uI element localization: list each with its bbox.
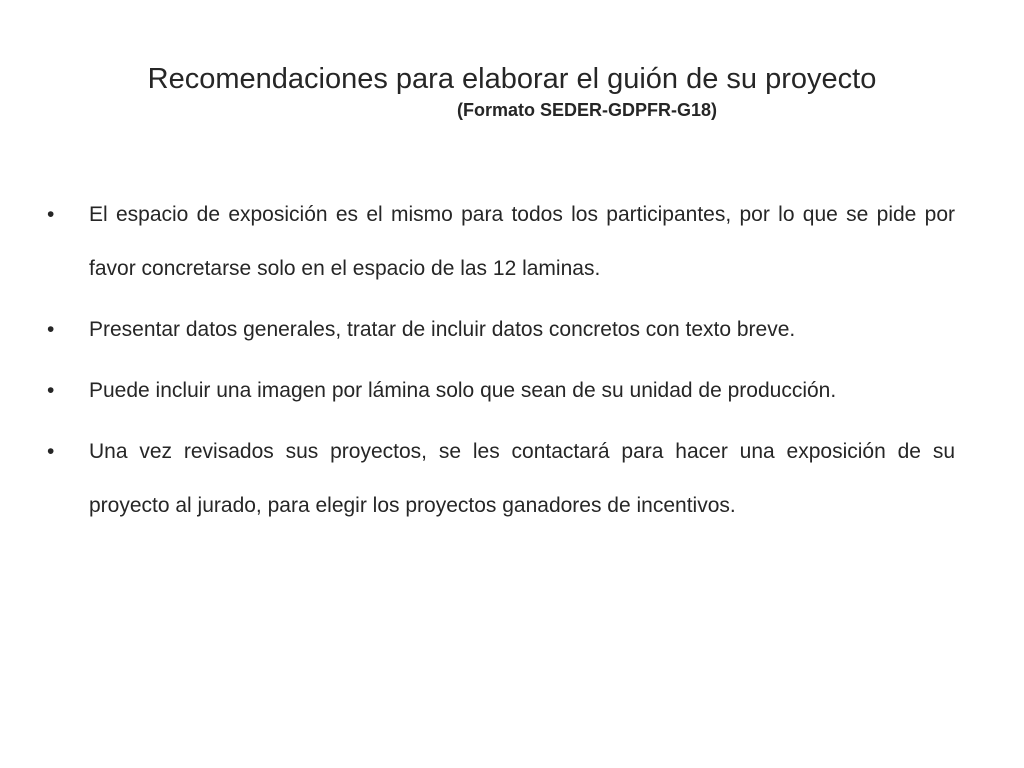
bullet-item: [45, 425, 955, 533]
bullet-item: [45, 303, 955, 357]
bullet-item: [45, 188, 955, 296]
bullet-item: [45, 364, 955, 418]
bullet-text: Una vez revisados sus proyectos, se les contactará para hacer una exposición de su proyecto al jurado, para elegir los proyectos ganadores de incentivos.: [89, 440, 955, 517]
bullet-icon: •: [47, 318, 55, 341]
bullet-text: Puede incluir una imagen por lámina solo que sean de su unidad de producción.: [89, 379, 837, 402]
bullet-icon: •: [47, 203, 55, 226]
bullet-icon: •: [47, 379, 55, 402]
bullet-text: Presentar datos generales, tratar de incluir datos concretos con texto breve.: [89, 318, 796, 341]
slide-subtitle: (Formato SEDER-GDPFR-G18): [456, 100, 717, 120]
slide-title: Recomendaciones para elaborar el guión de su proyecto: [147, 63, 877, 95]
bullet-text: El espacio de exposición es el mismo para todos los participantes, por lo que se pide por favor concretarse solo en el espacio de las 12 laminas.: [89, 203, 955, 280]
bullet-list: [45, 188, 955, 540]
bullet-icon: •: [47, 440, 55, 463]
title-block: [60, 60, 964, 122]
